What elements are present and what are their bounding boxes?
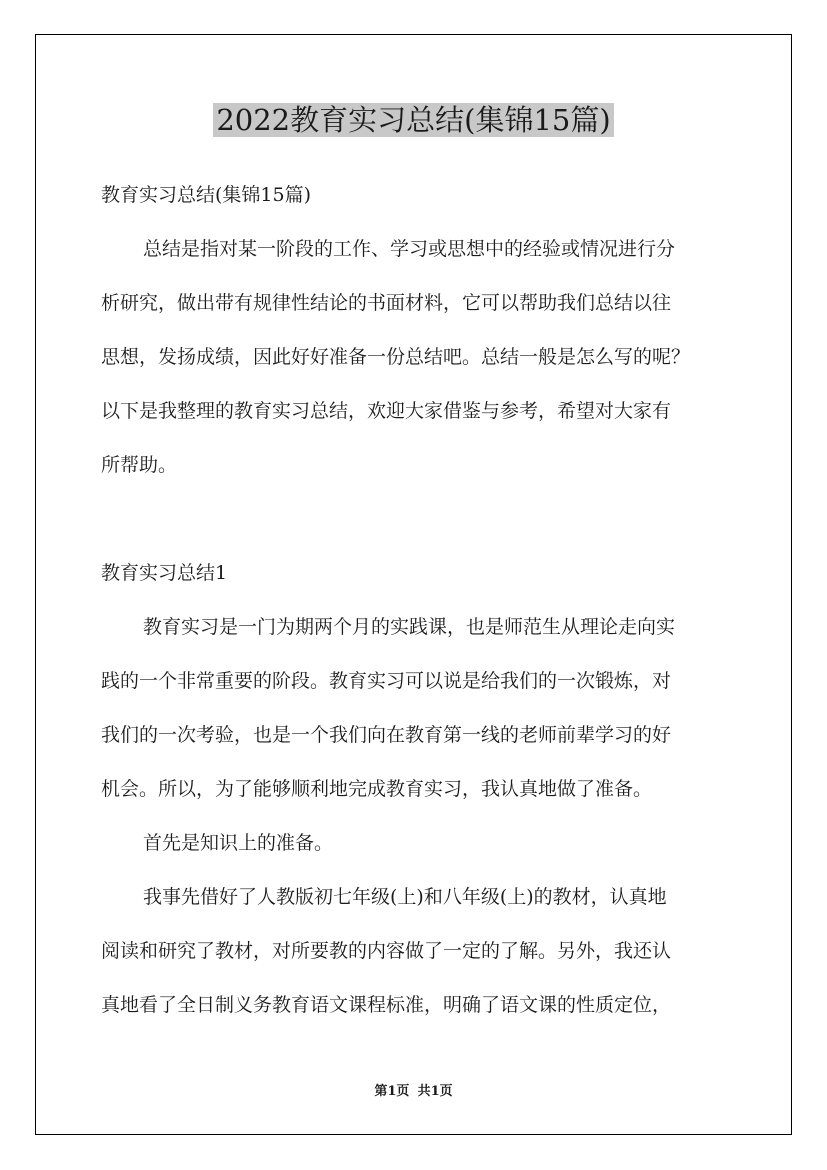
intro-line: 以下是我整理的教育实习总结，欢迎大家借鉴与参考，希望对大家有	[101, 400, 672, 422]
page-number: 第1页	[374, 1084, 410, 1099]
intro-line: 思想，发扬成绩，因此好好准备一份总结吧。总结一般是怎么写的呢？	[101, 346, 691, 368]
section-heading: 教育实习总结1	[101, 562, 228, 584]
intro-line: 所帮助。	[101, 454, 178, 476]
paragraph-line: 阅读和研究了教材，对所要教的内容做了一定的了解。另外，我还认	[101, 940, 672, 962]
paragraph-line: 首先是知识上的准备。	[143, 832, 334, 854]
paragraph-line: 教育实习是一门为期两个月的实践课，也是师范生从理论走向实	[143, 616, 676, 638]
paragraph-line: 机会。所以，为了能够顺利地完成教育实习，我认真地做了准备。	[101, 778, 653, 800]
intro-line: 析研究，做出带有规律性结论的书面材料，它可以帮助我们总结以往	[101, 292, 672, 314]
page-total: 共1页	[417, 1084, 453, 1099]
document-title	[0, 98, 827, 142]
paragraph-line: 践的一个非常重要的阶段。教育实习可以说是给我们的一次锻炼，对	[101, 670, 672, 692]
paragraph-line: 我事先借好了人教版初七年级(上)和八年级(上)的教材，认真地	[143, 886, 667, 908]
paragraph-line: 真地看了全日制义务教育语文课程标准，明确了语文课的性质定位，	[101, 994, 672, 1016]
document-subtitle: 教育实习总结(集锦15篇)	[101, 184, 312, 206]
document-title-text: 2022教育实习总结(集锦15篇)	[213, 103, 613, 137]
page-footer	[0, 1082, 827, 1102]
intro-line: 总结是指对某一阶段的工作、学习或思想中的经验或情况进行分	[143, 238, 676, 260]
paragraph-line: 我们的一次考验，也是一个我们向在教育第一线的老师前辈学习的好	[101, 724, 672, 746]
